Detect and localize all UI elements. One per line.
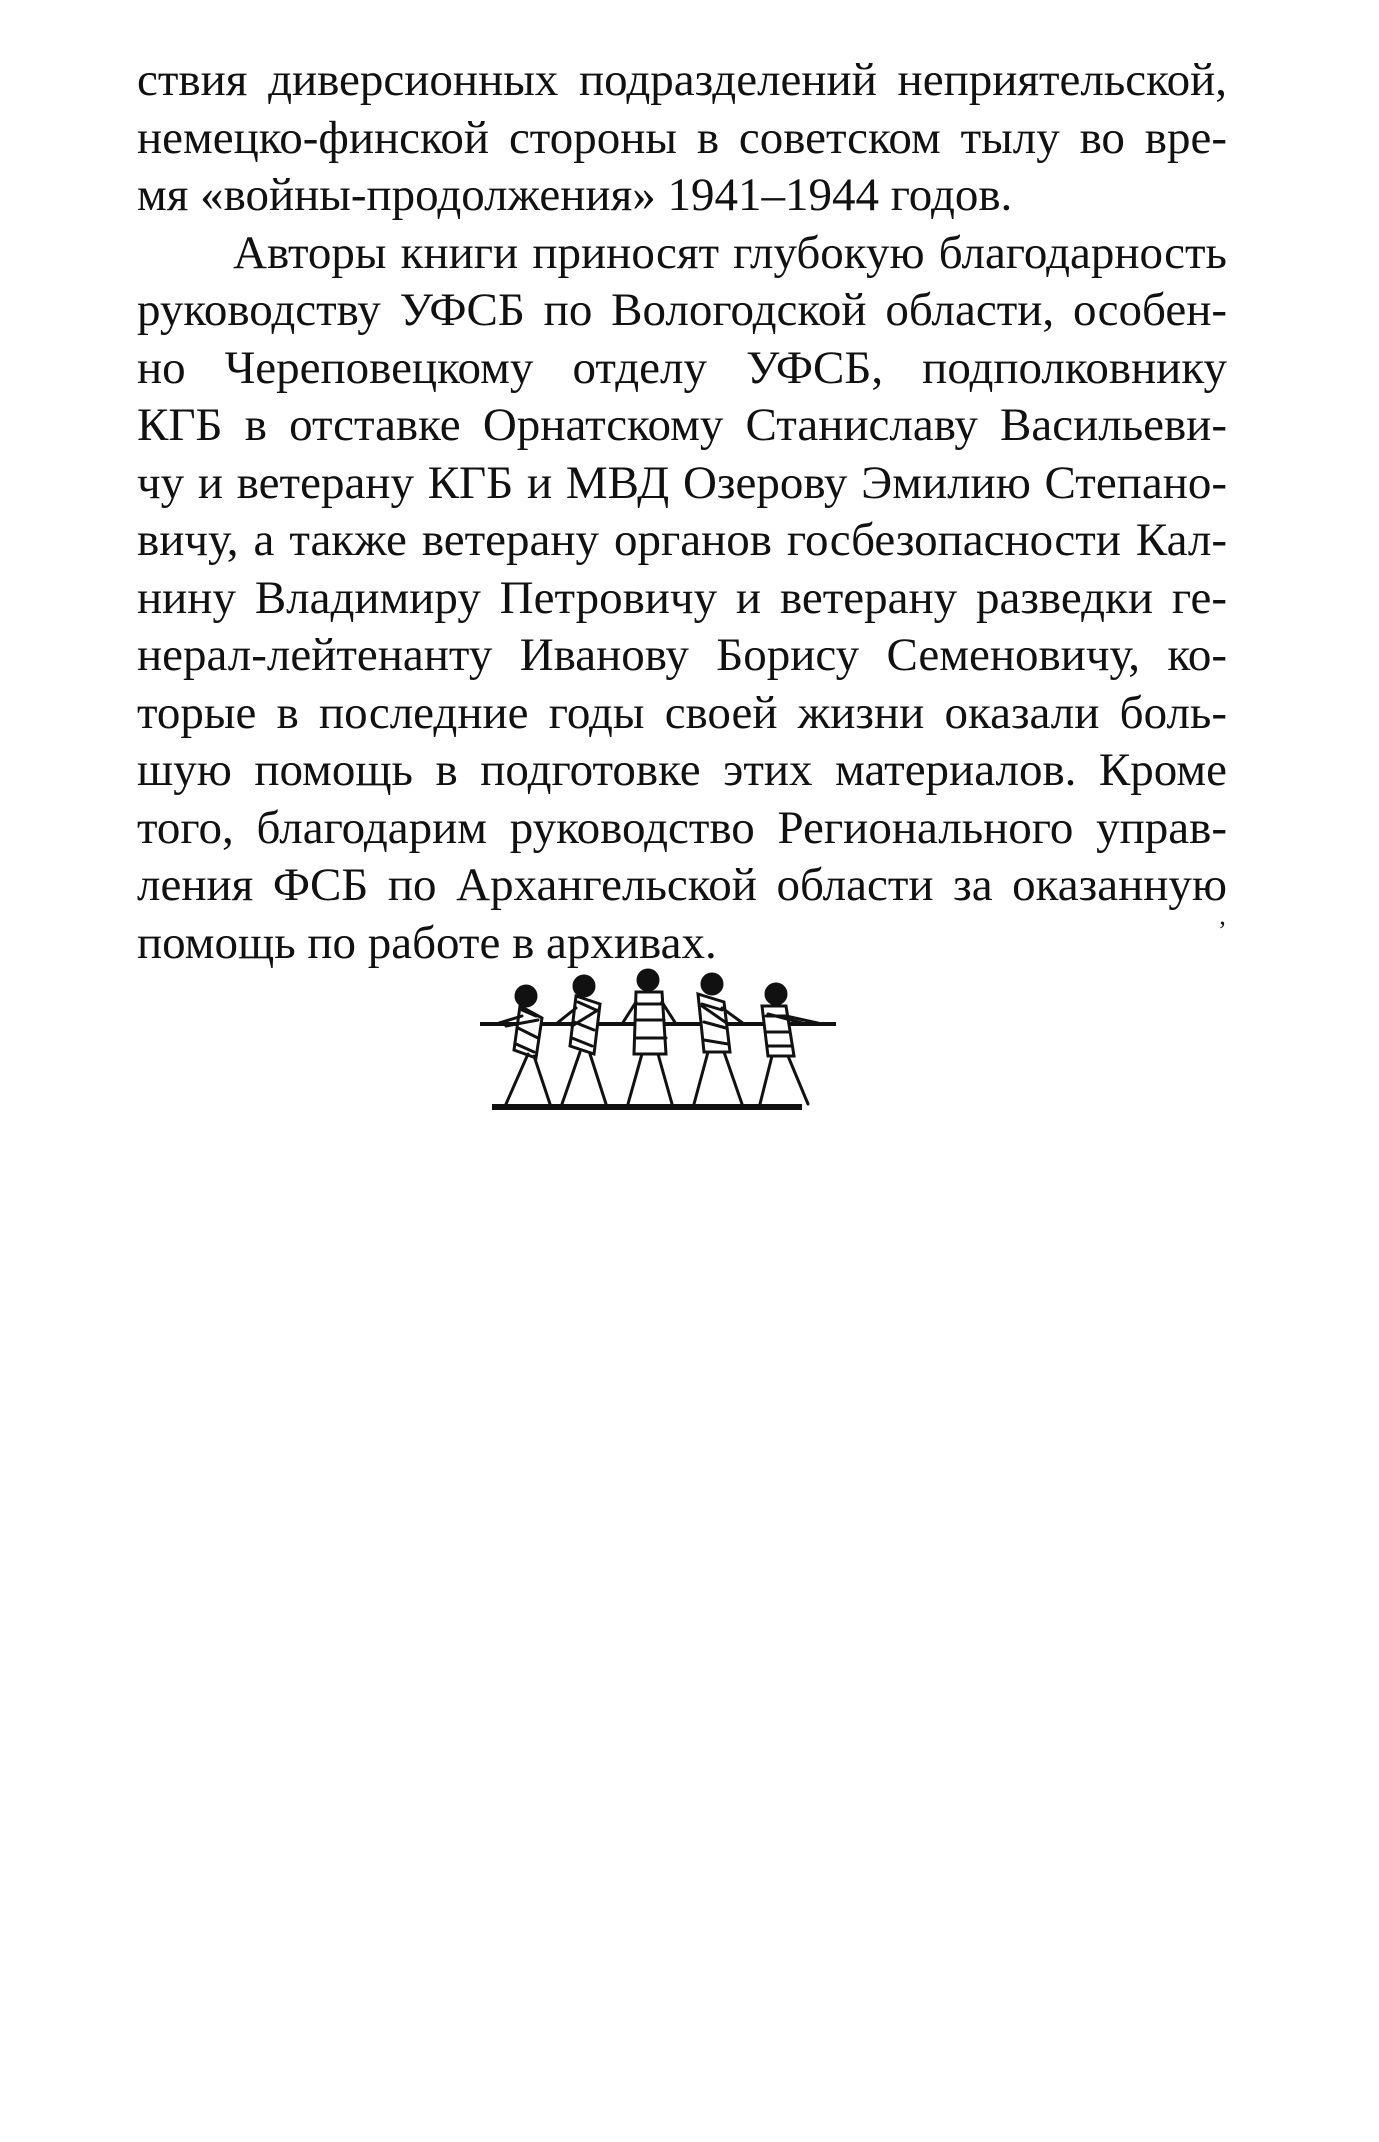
text-line: нерал-лейтенанту Иванову Борису Семеновичу, ко- — [137, 629, 1227, 681]
text-line: чу и ветерану КГБ и МВД Озерову Эмилию Степано- — [137, 456, 1227, 509]
page-body — [137, 52, 1227, 972]
text-line: торые в последние годы своей жизни оказали боль- — [137, 686, 1227, 739]
text-line: Авторы книги приносят глубокую благодарность — [233, 226, 1227, 279]
paragraph-1 — [137, 52, 1227, 225]
soldiers-tug-of-war-icon — [476, 958, 841, 1116]
text-line: вичу, а также ветерану органов госбезопасности Кал- — [137, 514, 1227, 566]
paragraph-2 — [137, 225, 1227, 973]
text-line: того, благодарим руководство Регионального управ- — [137, 801, 1227, 854]
text-line: нину Владимиру Петровичу и ветерану разведки ге- — [137, 571, 1227, 624]
text-line: шую помощь в подготовке этих материалов. Кроме — [137, 744, 1227, 796]
text-line: КГБ в отставке Орнатскому Станиславу Васильеви- — [137, 399, 1227, 451]
text-line: ления ФСБ по Архангельской области за оказанную — [137, 859, 1227, 911]
text-line: но Череповецкому отделу УФСБ, подполковнику — [137, 341, 1227, 394]
stray-mark: ’ — [1218, 916, 1227, 945]
text-line: помощь по работе в архивах. — [137, 916, 717, 969]
text-line: руководству УФСБ по Вологодской области, особен- — [137, 284, 1227, 336]
text-line: ствия диверсионных подразделений неприятельской, — [137, 54, 1227, 106]
text-line: немецко-финской стороны в советском тылу во вре- — [137, 111, 1227, 164]
text-line: мя «войны-продолжения» 1941–1944 годов. — [137, 169, 1013, 221]
